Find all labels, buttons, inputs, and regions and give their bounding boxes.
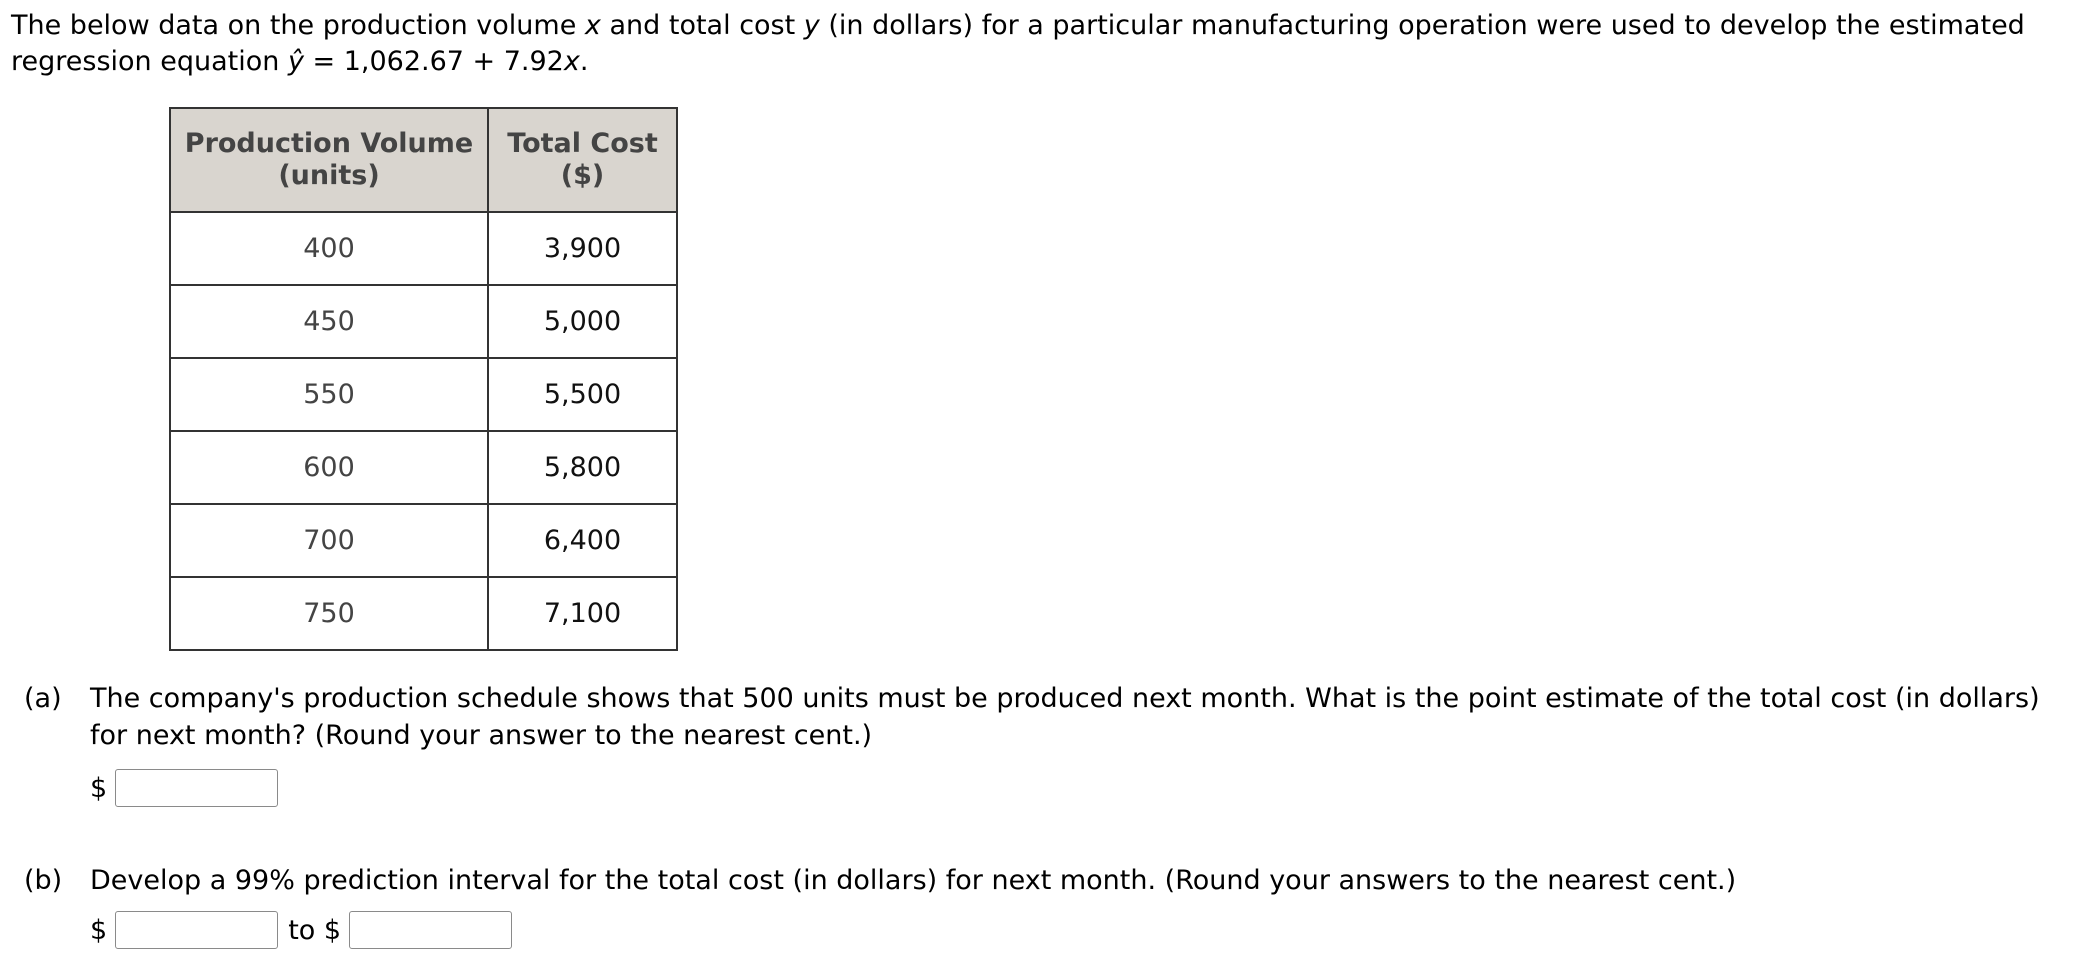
interval-upper-input[interactable] [349,911,512,949]
volume-cell: 700 [170,504,488,577]
table-row [170,431,677,504]
part-b-question: Develop a 99% prediction interval for the total cost (in dollars) for next month. (Round your answers to the nearest cent.) [90,865,1737,896]
header-production-volume [170,108,488,212]
part-a-answer-row [90,767,278,809]
volume-cell: 550 [170,358,488,431]
intro-text-3: (in dollars) for a particular manufacturing operation were used to develop the estimated regression equation [11,10,2025,77]
cost-cell: 6,400 [488,504,677,577]
table-row [170,285,677,358]
equation-period: . [579,46,589,77]
y-hat-symbol: ŷ [287,46,304,77]
cost-cell: 5,000 [488,285,677,358]
volume-cell: 600 [170,431,488,504]
header-total-cost [488,108,677,212]
intro-text-2: and total cost [600,10,804,41]
y-variable: y [803,10,820,41]
interval-separator: to $ [288,914,342,946]
data-table [169,107,678,651]
cost-cell: 5,800 [488,431,677,504]
header-line: Production Volume [184,128,474,159]
equation-x-variable: x [563,46,580,77]
problem-statement [11,8,2051,80]
cost-cell: 5,500 [488,358,677,431]
table-header-row [170,108,677,212]
part-b-label: (b) [24,865,63,896]
table-row [170,577,677,650]
x-variable: x [584,10,601,41]
header-line: Total Cost [507,128,658,159]
table-row [170,358,677,431]
cost-cell: 3,900 [488,212,677,285]
equation-text: = 1,062.67 + 7.92 [303,46,564,77]
dollar-sign: $ [90,772,108,804]
cost-cell: 7,100 [488,577,677,650]
header-line: (units) [278,160,380,191]
header-line: ($) [560,160,605,191]
volume-cell: 750 [170,577,488,650]
table-row [170,504,677,577]
volume-cell: 450 [170,285,488,358]
part-b-answer-row [90,909,512,951]
interval-lower-input[interactable] [115,911,278,949]
point-estimate-input[interactable] [115,769,278,807]
intro-text-1: The below data on the production volume [11,10,585,41]
part-a-question: The company's production schedule shows that 500 units must be produced next month. What is the point estimate of the total cost (in dollars) for next month? (Round your answer to the nearest cent.) [90,683,2040,751]
dollar-sign: $ [90,914,108,946]
volume-cell: 400 [170,212,488,285]
part-a-label: (a) [24,683,62,714]
table-row [170,212,677,285]
